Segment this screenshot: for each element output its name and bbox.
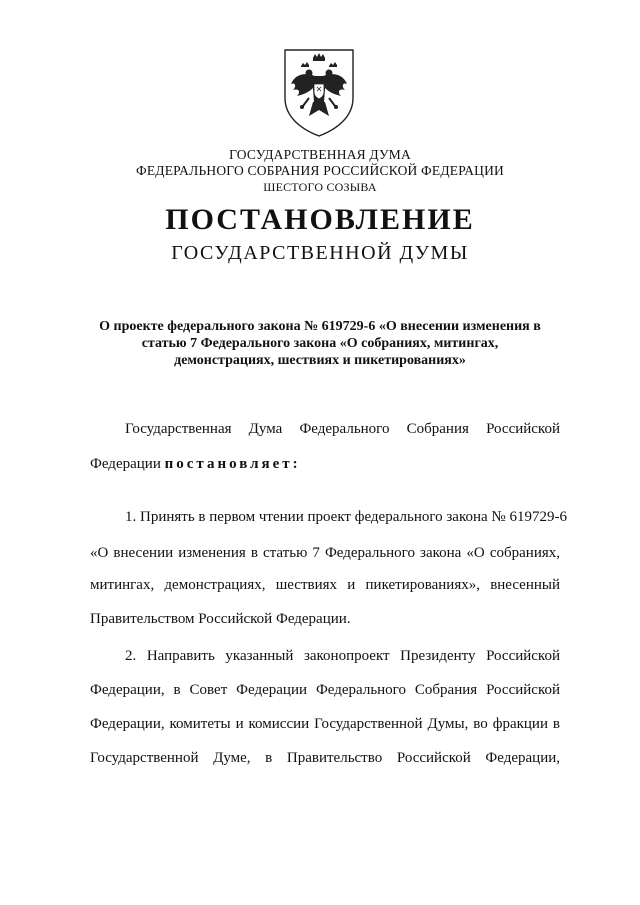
subject-line1: О проекте федерального закона № 619729-6 «О внесении изменения в	[99, 319, 541, 334]
paragraph-2-line4: Государственной Думе, в Правительство Российской Федерации,	[90, 750, 560, 766]
paragraph-intro-line1: Государственная Дума Федерального Собрания Российской	[125, 421, 560, 437]
document-title: ПОСТАНОВЛЕНИЕ	[165, 203, 475, 236]
paragraph-1-line3: митингах, демонстрациях, шествиях и пикетированиях», внесенный	[90, 577, 560, 593]
convocation-line: ШЕСТОГО СОЗЫВА	[263, 180, 377, 194]
document-subtitle: ГОСУДАРСТВЕННОЙ ДУМЫ	[171, 242, 469, 264]
paragraph-intro-line2	[90, 456, 560, 473]
paragraph-1-line2: «О внесении изменения в статью 7 Федерального закона «О собраниях,	[90, 545, 560, 561]
org-name-line1: ГОСУДАРСТВЕННАЯ ДУМА	[229, 147, 411, 162]
paragraph-2-line1: 2. Направить указанный законопроект Президенту Российской	[125, 648, 560, 664]
paragraph-1-line4: Правительством Российской Федерации.	[90, 611, 351, 627]
subject-line3: демонстрациях, шествиях и пикетированиях»	[174, 353, 466, 368]
resolves-keyword: постановляет:	[164, 456, 301, 472]
paragraph-1-line1: 1. Принять в первом чтении проект федерального закона № 619729-6	[125, 509, 567, 525]
coat-of-arms-icon	[279, 46, 359, 138]
paragraph-2-line2: Федерации, в Совет Федерации Федерального Собрания Российской	[90, 682, 560, 698]
paragraph-2-line3: Федерации, комитеты и комиссии Государственной Думы, во фракции в	[90, 716, 560, 732]
paragraph-intro-word: Федерации	[90, 456, 161, 472]
subject-line2: статью 7 Федерального закона «О собраниях, митингах,	[141, 336, 499, 351]
org-name-line2: ФЕДЕРАЛЬНОГО СОБРАНИЯ РОССИЙСКОЙ ФЕДЕРАЦИИ	[136, 163, 504, 178]
